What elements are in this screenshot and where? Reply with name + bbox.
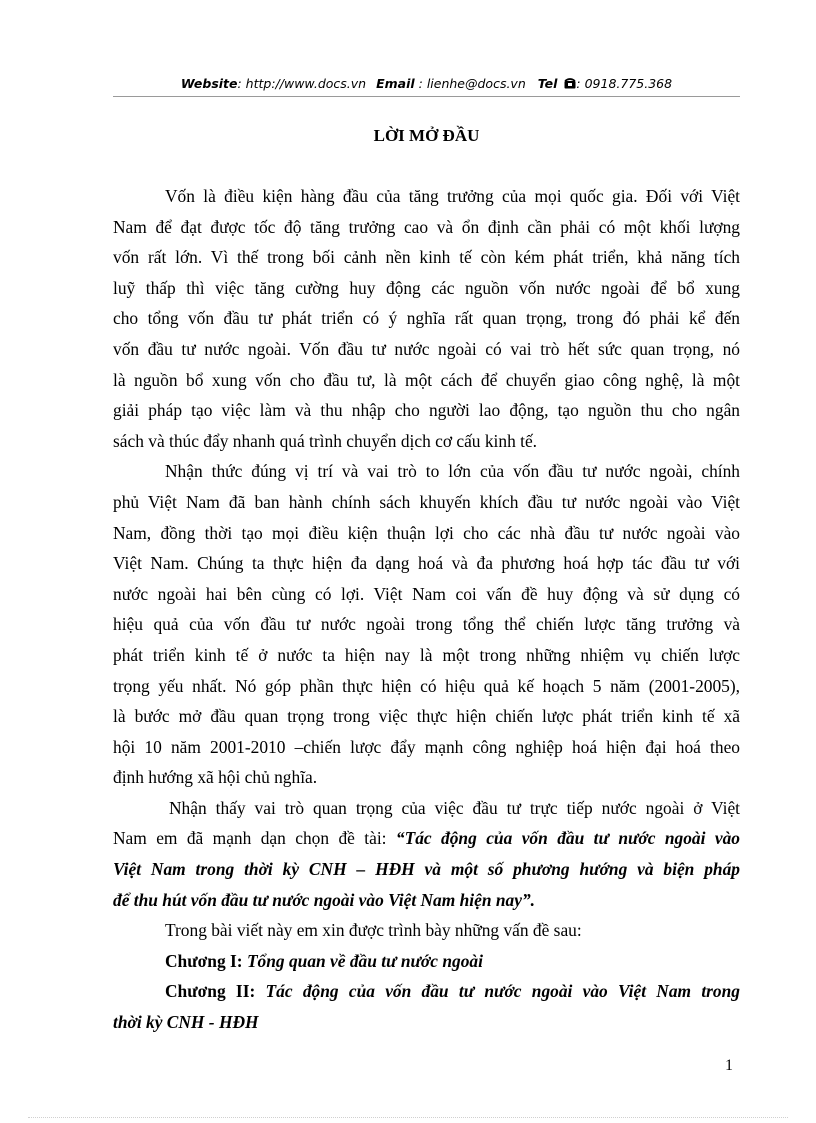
website-value: : http://www.docs.vn [237, 76, 367, 91]
text-line: giải pháp tạo việc làm và thu nhập cho người lao động, tạo nguồn thu cho ngân [113, 400, 740, 421]
text-line: hội 10 năm 2001-2010 –chiến lược đẩy mạnh công nghiệp hoá hiện đại hoá theo [113, 736, 740, 757]
phone-icon [564, 77, 576, 92]
chapter-1 [113, 946, 740, 977]
text-line: là bước mở đầu quan trọng trong việc thực hiện chiến lược phát triển kinh tế xã [113, 706, 740, 727]
text-line: cho tổng vốn đầu tư phát triển có ý nghĩa rất quan trọng, trong đó phải kể đến [113, 308, 740, 329]
chapter-2-title: Tác động của vốn đầu tư nước ngoài vào Việt Nam trong [265, 981, 740, 1002]
chapter-2 [113, 976, 740, 1037]
text-line: vốn đầu tư nước ngoài. Vốn đầu tư nước ngoài có vai trò hết sức quan trọng, nó [113, 338, 740, 359]
topic-title-part: để thu hút vốn đầu tư nước ngoài vào Việt Nam hiện nay”. [113, 889, 536, 910]
page-bottom-border [28, 1117, 788, 1118]
text-line: luỹ thấp thì việc tăng cường huy động các nguồn vốn nước ngoài để bổ xung [113, 277, 740, 298]
chapter-2-label: Chương II: [165, 981, 256, 1002]
text-line: Vốn là điều kiện hàng đầu của tăng trưởng của mọi quốc gia. Đối với Việt [165, 186, 740, 206]
topic-title-part: “Tác động của vốn đầu tư nước ngoài vào [395, 828, 740, 849]
text-line [113, 823, 740, 854]
text-line [113, 946, 740, 977]
text-line: Việt Nam. Chúng ta thực hiện đa dạng hoá và đa phương hoá hợp tác đầu tư với [113, 553, 740, 574]
text-line: vốn rất lớn. Vì thế trong bối cảnh nền kinh tế còn kém phát triển, khả năng tích [113, 247, 740, 268]
text-line: định hướng xã hội chủ nghĩa. [113, 767, 318, 788]
page-title: LỜI MỞ ĐẦU [373, 126, 480, 145]
email-value: : lienhe@docs.vn [414, 76, 526, 91]
text-line: nước ngoài hai bên cùng có lợi. Việt Nam coi vấn đề huy động và sử dụng có [113, 583, 740, 604]
text-line: Trong bài viết này em xin được trình bày những vấn đề sau: [165, 920, 582, 941]
chapter-2-title-cont: thời kỳ CNH - HĐH [113, 1012, 259, 1033]
text-line: phát triển kinh tế ở nước ta hiện nay là một trong những nhiệm vụ chiến lược [113, 644, 740, 665]
page-header [113, 76, 740, 92]
tel-value: : 0918.775.368 [576, 76, 673, 91]
paragraph-3 [113, 793, 740, 915]
header-divider [113, 96, 740, 97]
text-line: Nhận thức đúng vị trí và vai trò to lớn của vốn đầu tư nước ngoài, chính [165, 461, 740, 482]
text-line: phủ Việt Nam đã ban hành chính sách khuyến khích đầu tư nước ngoài vào Việt [113, 491, 740, 512]
text-line: là nguồn bổ xung vốn cho đầu tư, là một cách để chuyển giao công nghệ, là một [113, 369, 740, 390]
chapter-1-label: Chương I: [165, 950, 243, 971]
topic-intro: Nam em đã mạnh dạn chọn đề tài: [113, 828, 396, 849]
document-body [113, 181, 740, 1038]
tel-label: Tel [537, 76, 558, 91]
email-label: Email [376, 76, 415, 91]
text-line: Nam để đạt được tốc độ tăng trưởng cao và ổn định cần phải có một khối lượng [113, 216, 740, 237]
text-line: Nam, đồng thời tạo mọi điều kiện thuận lợi cho các nhà đầu tư nước ngoài vào [113, 522, 740, 543]
paragraph-2 [113, 456, 740, 793]
text-line: trọng yếu nhất. Nó góp phần thực hiện có hiệu quả kế hoạch 5 năm (2001-2005), [113, 675, 740, 696]
topic-title-part: Việt Nam trong thời kỳ CNH – HĐH và một số phương hướng và biện pháp [113, 859, 740, 880]
text-line [113, 976, 740, 1007]
paragraph-1 [113, 181, 740, 456]
text-line: Nhận thấy vai trò quan trọng của việc đầu tư trực tiếp nước ngoài ở Việt [169, 797, 740, 818]
chapter-1-title: Tổng quan về đầu tư nước ngoài [246, 950, 483, 971]
page-number: 1 [725, 1057, 733, 1074]
text-line: sách và thúc đẩy nhanh quá trình chuyển dịch cơ cấu kinh tế. [113, 430, 538, 451]
text-line: hiệu quả của vốn đầu tư nước ngoài trong tổng thể chiến lược tăng trưởng và [113, 614, 740, 635]
paragraph-4 [113, 915, 740, 946]
website-label: Website [180, 76, 238, 91]
